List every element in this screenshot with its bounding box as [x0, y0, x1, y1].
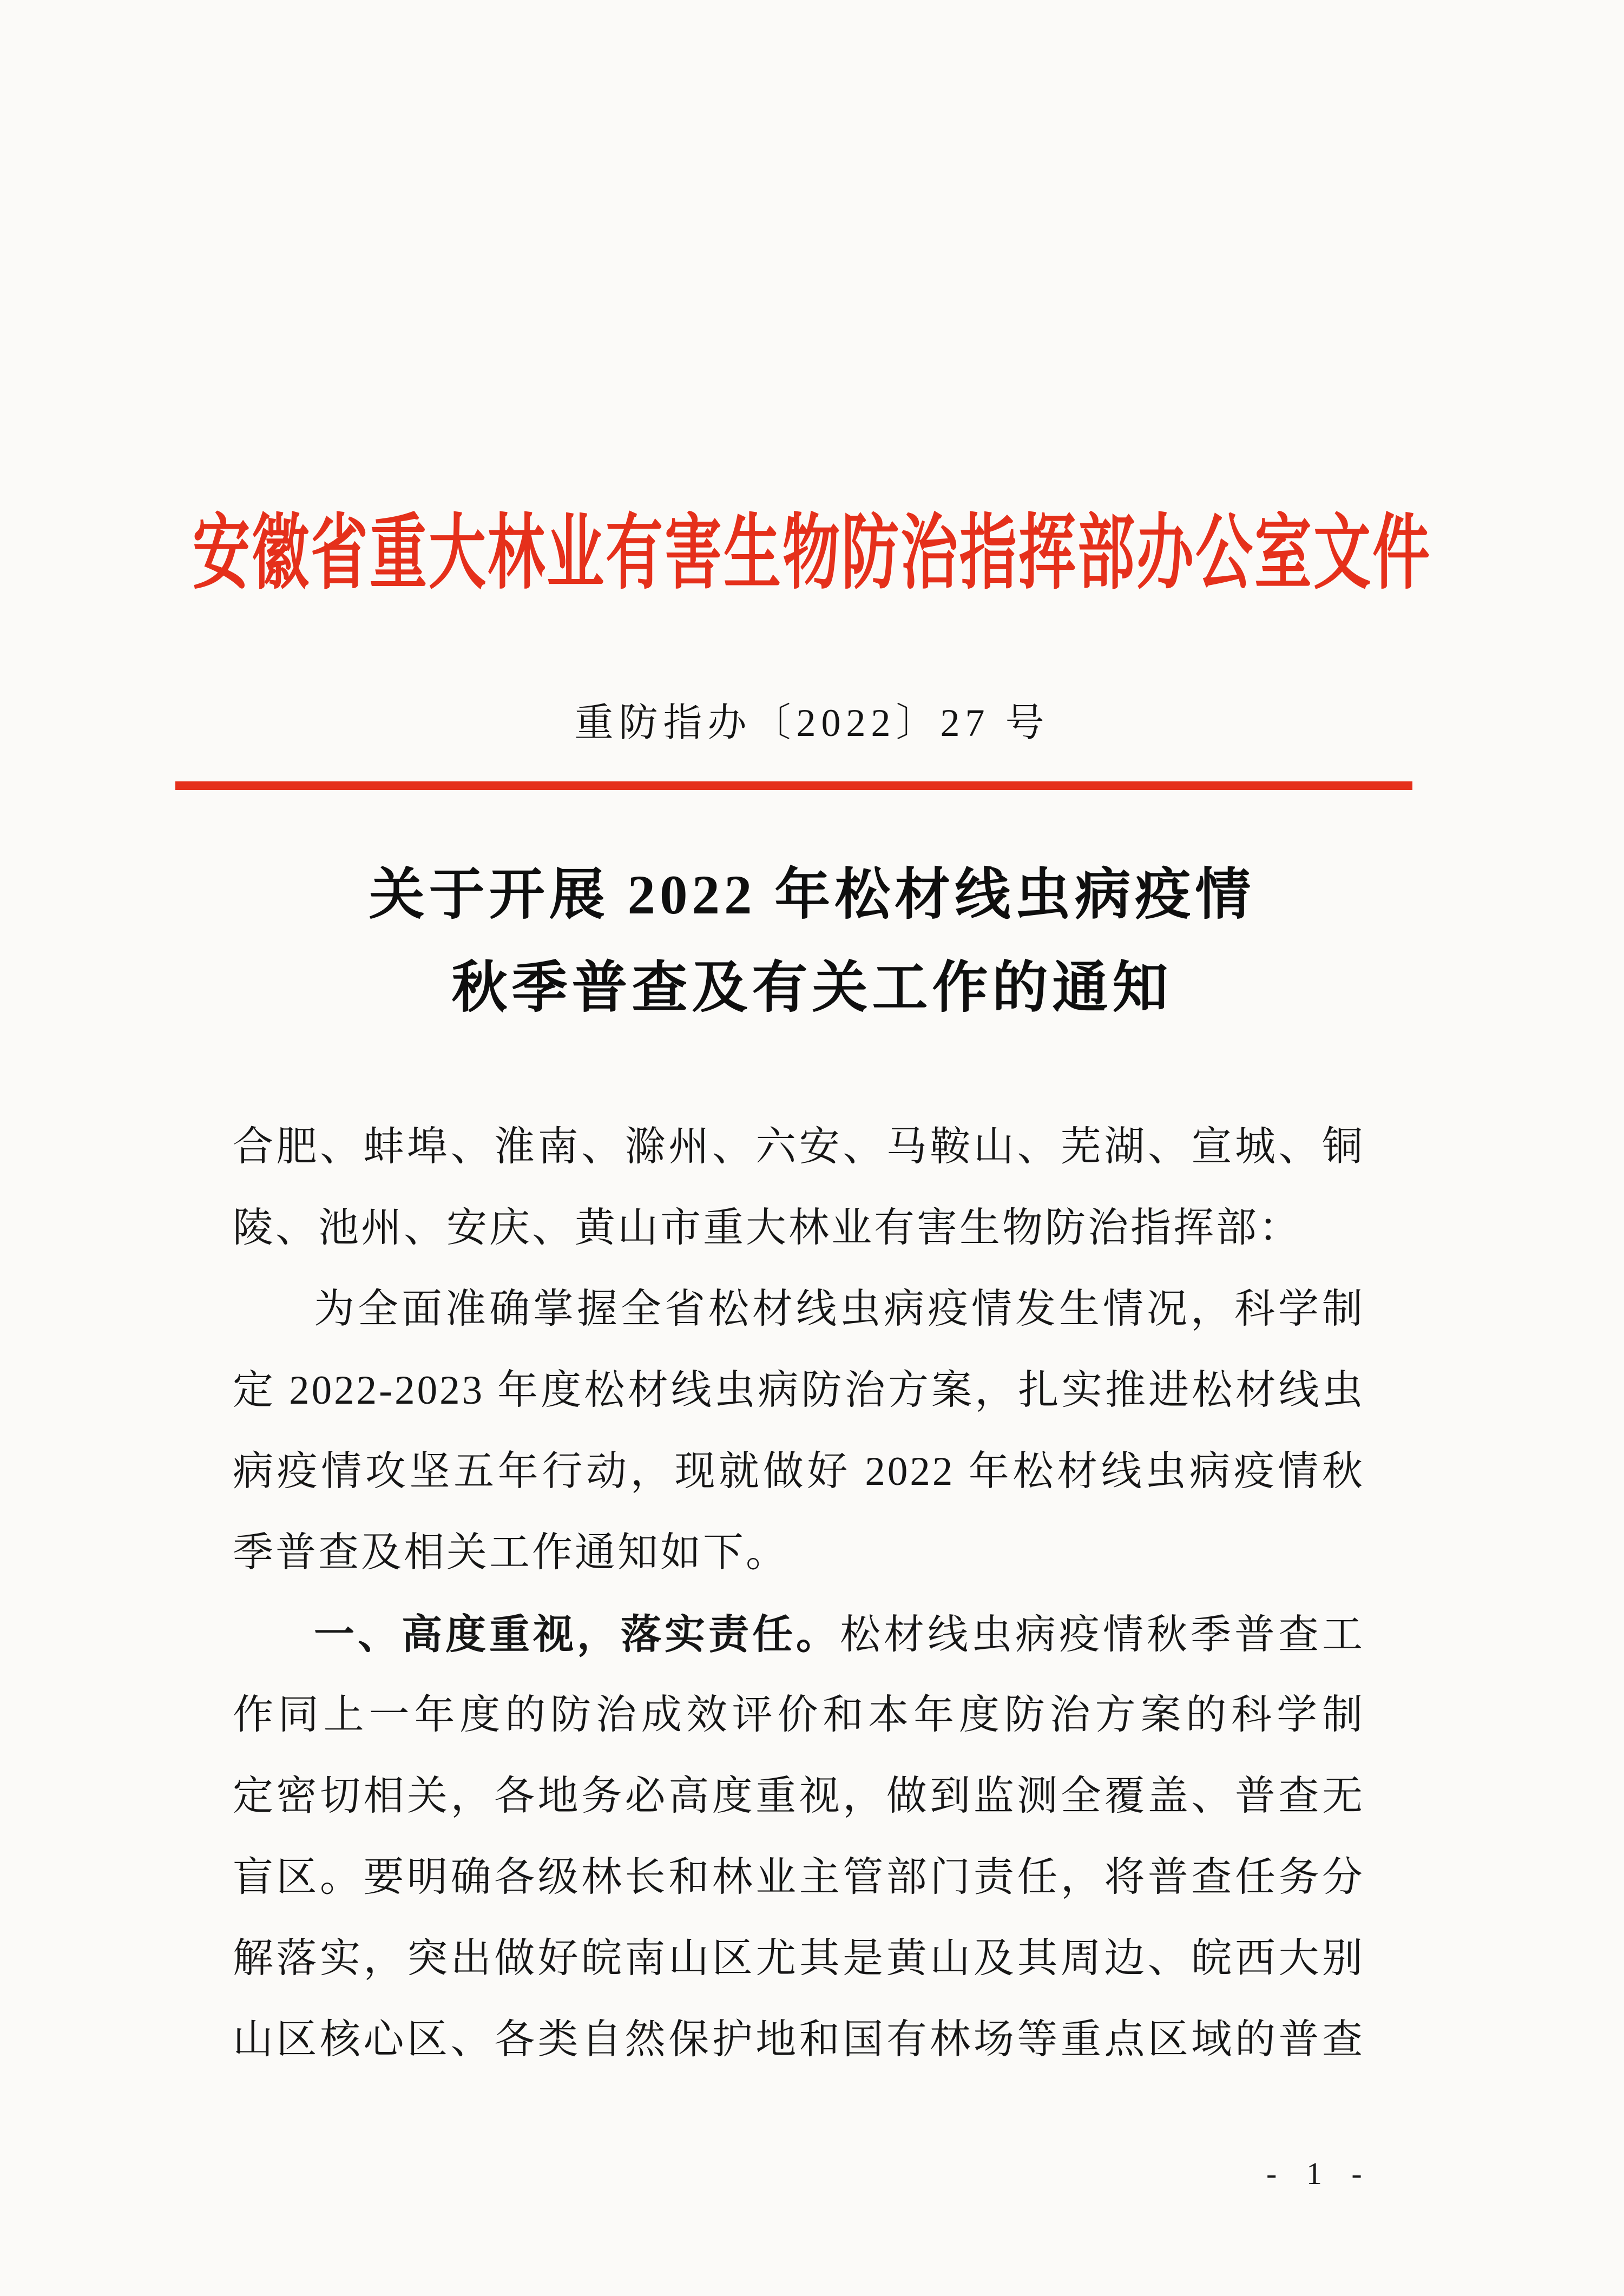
letterhead-divider-rule: [175, 781, 1412, 790]
body-line: 定 2022-2023 年度松材线虫病防治方案，扎实推进松材线虫: [233, 1368, 1365, 1413]
body-line: [233, 1594, 1365, 1675]
section-1-heading: 一、高度重视，落实责任。: [314, 1610, 840, 1658]
body-line: 为全面准确掌握全省松材线虫病疫情发生情况，科学制: [314, 1287, 1365, 1332]
notice-title-line2: 秋季普查及有关工作的通知: [451, 957, 1173, 1019]
body-line: 解落实，突出做好皖南山区尤其是黄山及其周边、皖西大别: [233, 1936, 1365, 1981]
page-number: - 1 -: [1266, 2156, 1373, 2191]
notice-title-line1: 关于开展 2022 年松材线虫病疫情: [369, 864, 1255, 926]
body-line: 季普查及相关工作通知如下。: [233, 1530, 789, 1575]
body-line-text: 松材线虫病疫情秋季普查工: [839, 1613, 1365, 1657]
body-line: 作同上一年度的防治成效评价和本年度防治方案的科学制: [233, 1693, 1365, 1738]
body-line: 山区核心区、各类自然保护地和国有林场等重点区域的普查: [233, 2017, 1365, 2062]
body-line: 盲区。要明确各级林长和林业主管部门责任，将普查任务分: [233, 1855, 1365, 1900]
notice-title: [0, 848, 1624, 1035]
doc-reference-number: 重防指办〔2022〕27 号: [574, 701, 1050, 745]
notice-body: [233, 1107, 1365, 2081]
body-line: 合肥、蚌埠、淮南、滁州、六安、马鞍山、芜湖、宣城、铜: [233, 1124, 1365, 1169]
body-line: 陵、池州、安庆、黄山市重大林业有害生物防治指挥部：: [233, 1206, 1302, 1251]
body-line: 病疫情攻坚五年行动，现就做好 2022 年松材线虫病疫情秋: [233, 1449, 1365, 1494]
letterhead-org-title: 安徽省重大林业有害生物防治指挥部办公室文件: [193, 508, 1431, 599]
body-line: 定密切相关，各地务必高度重视，做到监测全覆盖、普查无: [233, 1774, 1365, 1819]
